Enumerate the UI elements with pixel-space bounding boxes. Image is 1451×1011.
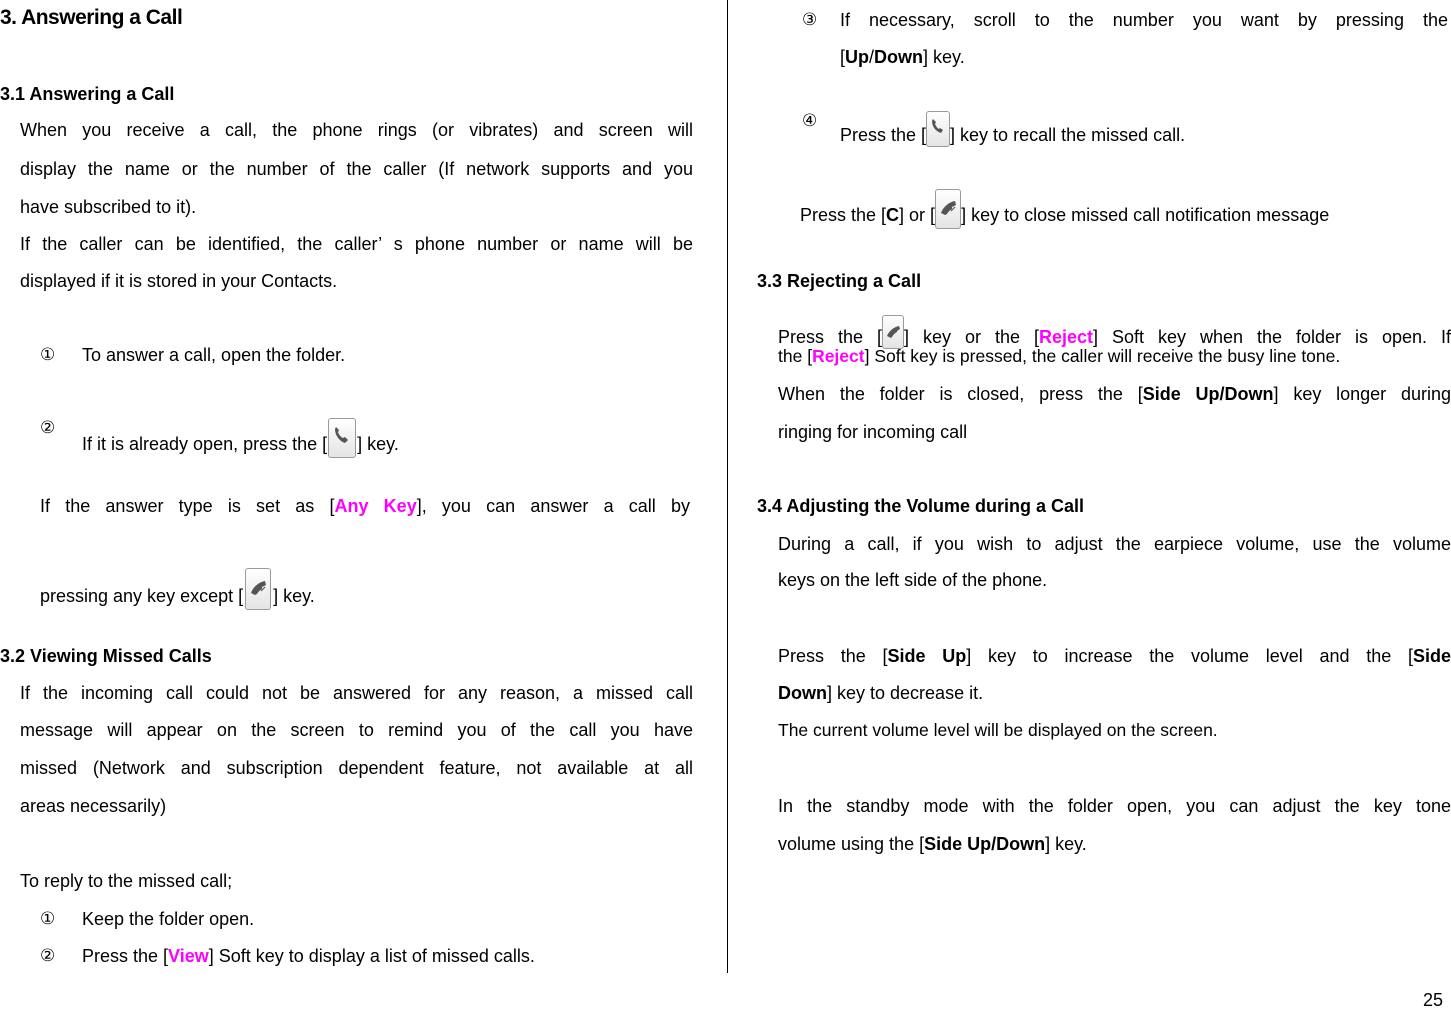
- paragraph-line: In the standby mode with the folder open, you can adjust the key tone: [778, 796, 1451, 816]
- paragraph-line: During a call, if you wish to adjust the earpiece volume, use the volume: [778, 534, 1451, 554]
- any-key-line-2: pressing any key except [ ] key.: [40, 568, 315, 610]
- paragraph-line: display the name or the number of the caller (If network supports and you: [20, 159, 693, 179]
- paragraph-line: message will appear on the screen to remind you of the call you have: [20, 720, 693, 740]
- paragraph-line: have subscribed to it).: [20, 197, 197, 217]
- send-key-icon: [926, 111, 950, 147]
- paragraph-line: displayed if it is stored in your Contacts.: [20, 271, 338, 291]
- page-number: 25: [1422, 990, 1443, 1010]
- paragraph-line: If the caller can be identified, the caller’ s phone number or name will be: [20, 234, 693, 254]
- reply-intro: To reply to the missed call;: [20, 871, 233, 891]
- paragraph-line: Press the [ ] key or the [Reject] Soft key when the folder is open. If: [778, 315, 1451, 349]
- section-heading-3-2: 3.2 Viewing Missed Calls: [0, 646, 212, 666]
- send-key-icon: [328, 418, 356, 458]
- paragraph-line: Down] key to decrease it.: [778, 683, 984, 703]
- section-heading-3-4: 3.4 Adjusting the Volume during a Call: [757, 496, 1085, 516]
- paragraph-line: The current volume level will be displayed on the screen.: [778, 720, 1218, 740]
- step-marker: ④: [802, 111, 818, 130]
- paragraph-line: When you receive a call, the phone rings (or vibrates) and screen will: [20, 120, 693, 140]
- section-heading-3-1: 3.1 Answering a Call: [0, 84, 175, 104]
- paragraph-line: volume using the [Side Up/Down] key.: [778, 834, 1087, 854]
- paragraph-line: If the incoming call could not be answered for any reason, a missed call: [20, 683, 693, 703]
- section-heading-3-3: 3.3 Rejecting a Call: [757, 271, 922, 291]
- end-key-icon: [935, 189, 961, 229]
- end-key-icon: [245, 568, 271, 610]
- paragraph-line: keys on the left side of the phone.: [778, 570, 1048, 590]
- step-marker: ①: [40, 345, 56, 364]
- step-text: If necessary, scroll to the number you want by pressing the: [840, 10, 1448, 30]
- step-text: To answer a call, open the folder.: [82, 345, 346, 365]
- paragraph-line: the [Reject] Soft key is pressed, the caller will receive the busy line tone.: [778, 346, 1341, 366]
- any-key-line: If the answer type is set as [Any Key], you can answer a call by: [40, 496, 691, 516]
- paragraph-line: ringing for incoming call: [778, 422, 968, 442]
- step-marker: ①: [40, 909, 56, 928]
- page-title: 3. Answering a Call: [0, 6, 183, 29]
- paragraph-line: Press the [Side Up] key to increase the volume level and the [Side: [778, 646, 1451, 666]
- step-text: If it is already open, press the [ ] key.: [82, 418, 399, 458]
- paragraph-line: When the folder is closed, press the [Side Up/Down] key longer during: [778, 384, 1451, 404]
- paragraph-line: areas necessarily): [20, 796, 167, 816]
- end-key-icon: [882, 315, 904, 349]
- paragraph-line: missed (Network and subscription dependent feature, not available at all: [20, 758, 693, 778]
- step-text-cont: [Up/Down] key.: [840, 47, 965, 67]
- step-marker: ②: [40, 418, 56, 437]
- step-text: Press the [View] Soft key to display a list of missed calls.: [82, 946, 535, 966]
- close-notification-line: Press the [C] or [ ] key to close missed call notification message: [800, 189, 1329, 229]
- step-marker: ②: [40, 946, 56, 965]
- column-divider: [727, 0, 728, 973]
- step-text: Press the [ ] key to recall the missed call.: [840, 111, 1185, 147]
- step-text: Keep the folder open.: [82, 909, 255, 929]
- step-marker: ③: [802, 10, 818, 29]
